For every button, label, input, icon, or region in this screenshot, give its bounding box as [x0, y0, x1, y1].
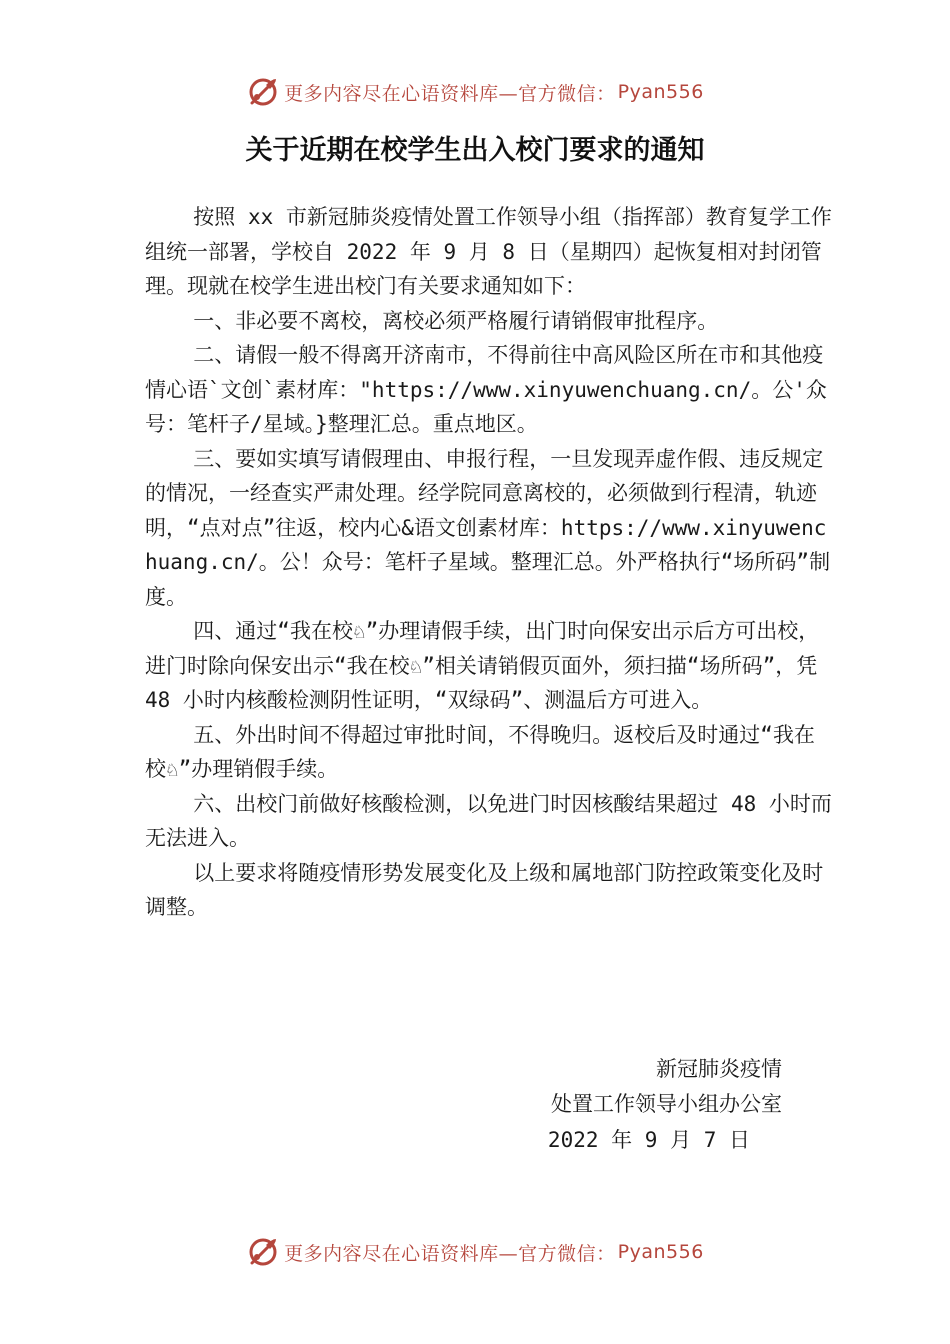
watermark-banner-top	[0, 72, 950, 112]
banner-wechat-id: Pyan556	[617, 1241, 704, 1263]
signature-date: 2022 年 9 月 7 日	[547, 1128, 750, 1152]
brush-logo-icon	[246, 75, 280, 109]
paragraph-item-4: 四、通过“我在校♘”办理请假手续，出门时向保安出示后方可出校，进门时除向保安出示“我在校♘”相关请销假页面外，须扫描“场所码”，凭 48 小时内核酸检测阴性证明，“双绿码”、测温后方可进入。	[145, 619, 820, 712]
banner-wechat-id: Pyan556	[617, 81, 704, 103]
paragraph-item-6: 六、出校门前做好核酸检测，以免进门时因核酸结果超过 48 小时而无法进入。	[145, 791, 832, 850]
paragraph-item-2: 二、请假一般不得离开济南市，不得前往中高风险区所在市和其他疫情心语`文创`素材库："https://www.xinyuwenchuang.cn/。公'众号：笔杆子/星域。}整理汇总。重点地区。	[145, 343, 827, 436]
paragraph-closing: 以上要求将随疫情形势发展变化及上级和属地部门防控政策变化及时调整。	[145, 860, 824, 919]
paragraph-item-3: 三、要如实填写请假理由、申报行程，一旦发现弄虚作假、违反规定的情况，一经查实严肃处理。经学院同意离校的，必须做到行程清，轨迹明，“点对点”往返，校内心&语文创素材库：https://www.xinyuwenchuang.cn/。公！众号：笔杆子星域。整理汇总。外严格执行“场所码”制度。	[145, 446, 831, 609]
banner-text: 更多内容尽在心语资料库—官方微信：	[284, 1242, 616, 1265]
watermark-banner-bottom	[0, 1232, 950, 1272]
paragraph-item-5: 五、外出时间不得超过审批时间，不得晚归。返校后及时通过“我在校♘”办理销假手续。	[145, 722, 815, 781]
signature-line-1: 新冠肺炎疫情	[656, 1057, 782, 1081]
banner-text: 更多内容尽在心语资料库—官方微信：	[284, 82, 616, 105]
paragraph-item-1: 一、非必要不离校，离校必须严格履行请销假审批程序。	[193, 308, 719, 333]
document-title: 关于近期在校学生出入校门要求的通知	[245, 135, 705, 166]
document-body	[145, 200, 835, 925]
signature-line-2: 处置工作领导小组办公室	[551, 1092, 782, 1116]
paragraph-intro: 按照 xx 市新冠肺炎疫情处置工作领导小组（指挥部）教育复学工作组统一部署，学校自 2022 年 9 月 8 日（星期四）起恢复相对封闭管理。现就在校学生进出校门有关要求通知如下：	[145, 205, 832, 298]
brush-logo-icon	[246, 1235, 280, 1269]
